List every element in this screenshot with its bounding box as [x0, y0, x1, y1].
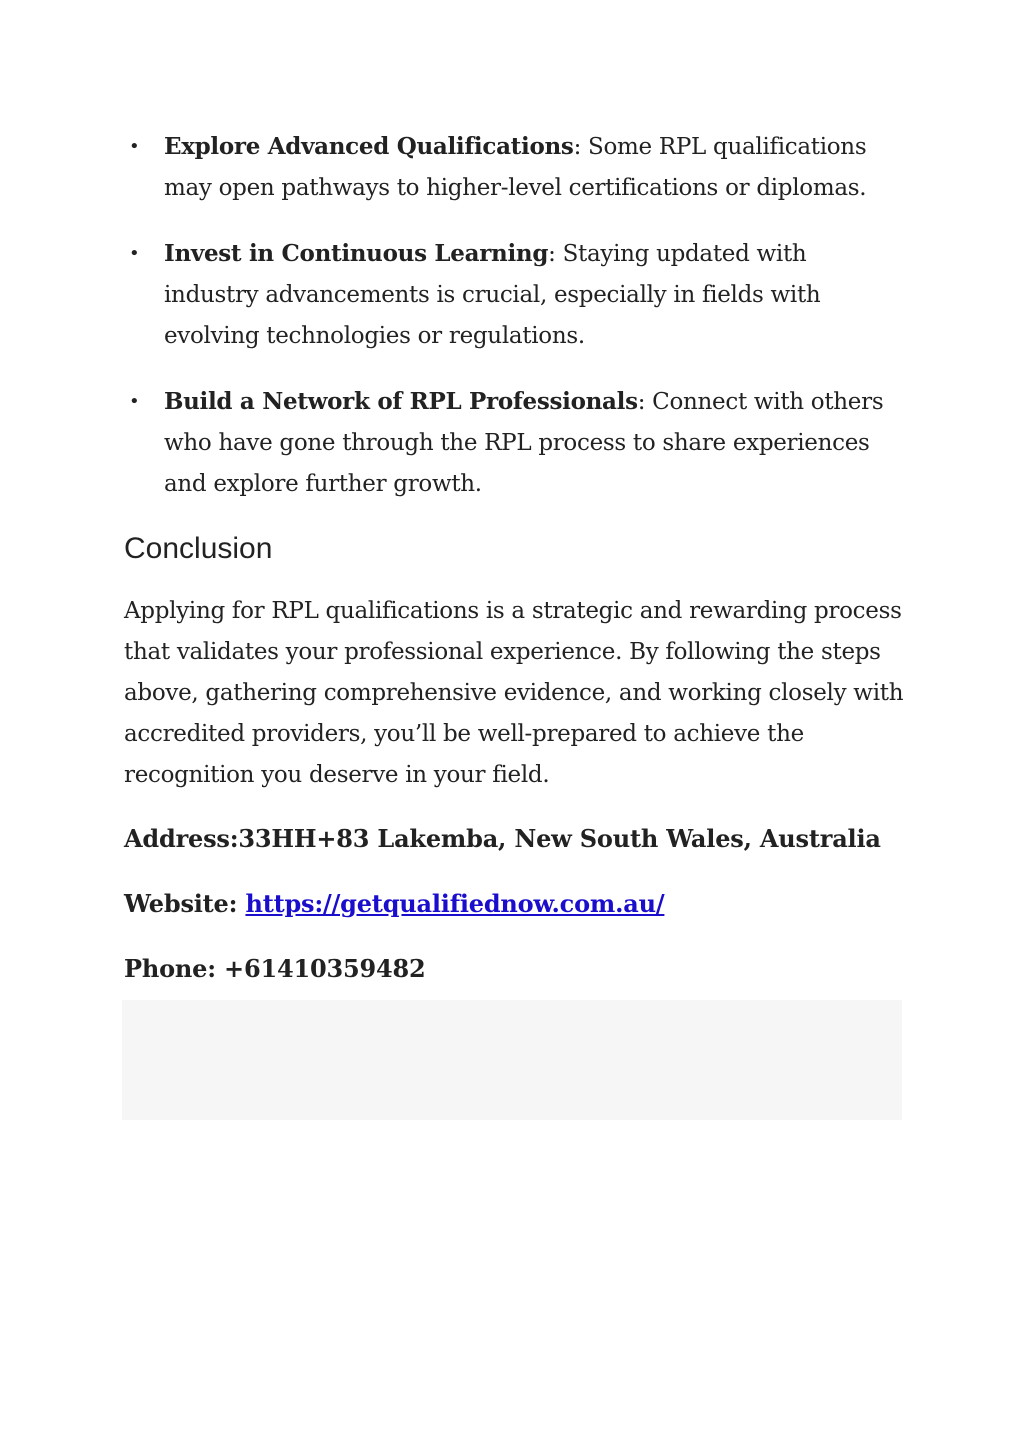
embedded-content-placeholder: [122, 1000, 902, 1120]
bullet-icon: •: [129, 391, 140, 412]
address-line: Address:33HH+83 Lakemba, New South Wales, Australia: [124, 824, 881, 853]
list-item: [124, 233, 904, 357]
list-item-text: : Connect with others who have gone through the RPL process to share experiences and explore further growth.: [164, 389, 884, 497]
bullet-icon: •: [129, 136, 140, 157]
list-item-title: Invest in Continuous Learning: [164, 240, 549, 267]
bullet-list: [124, 126, 904, 505]
website-label: Website:: [124, 889, 246, 918]
list-item: [124, 381, 904, 505]
list-item-title: Explore Advanced Qualifications: [164, 133, 574, 160]
list-item-title: Build a Network of RPL Professionals: [164, 388, 638, 415]
document-content: [124, 126, 904, 1013]
list-item-text: : Staying updated with industry advancements is crucial, especially in fields with evolving technologies or regulations.: [164, 241, 821, 349]
list-item: [124, 126, 904, 209]
list-item-text: : Some RPL qualifications may open pathways to higher-level certifications or diplomas.: [164, 134, 867, 201]
bullet-icon: •: [129, 243, 140, 264]
phone-line: Phone: +61410359482: [124, 954, 426, 983]
website-link[interactable]: https://getqualifiednow.com.au/: [245, 889, 665, 918]
conclusion-heading: Conclusion: [124, 532, 273, 565]
conclusion-paragraph: Applying for RPL qualifications is a strategic and rewarding process that validates your professional experience. By following the steps above, gathering comprehensive evidence, and working closely with accredited providers, you’ll be well-prepared to achieve the recognition you deserve in your field.: [124, 598, 904, 788]
website-line: [124, 883, 904, 924]
